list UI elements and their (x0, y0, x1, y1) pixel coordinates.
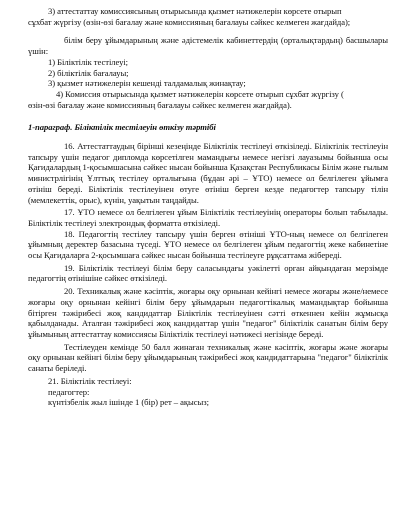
paragraph-18: 18. Педагогтің тестілеу тапсыру үшін берген өтініші ҰТО-ның немесе ол белгілеген ұйымның деректер базасына түседі. ҰТО немесе ол белгілеген ұйым педагогтің жеке кабинетіне осы Қағидаларға 2-қосымшаға сәйкес нысан бойынша тестілеуге рұқсаттама жібереді. (28, 228, 388, 261)
list-item-2: 2) біліктілік бағалауы; (48, 67, 129, 78)
paragraph-20: 20. Техникалық және кәсіптік, жоғары оқу орнынан кейінгі немесе жоғары және/немесе жоғары оқу орнынан кейінгі білім беру ұйымдарын педагогтікалық мамандықтар бойынша бітірген тәжірибесі жоқ кандидаттар Біліктілік тестілеуінен сәтті өткеннен кейін жұмысқа қабылданады. Аталған тәжірибесі жоқ кандидаттар үшін "педагог" біліктілік санатын білім беру ұйымының аттестаттау комиссиясы Біліктілік тестілеуі нәтижесі негізінде береді. (28, 286, 388, 339)
paragraph-21: 21. Біліктілік тестілеуі: (48, 375, 132, 386)
section-heading: 1-параграф. Біліктілік тестілеуін өткізу тәртібі (28, 122, 216, 133)
paragraph-managers: білім беру ұйымдарының және әдістемелік кабинеттердің (орталықтардың) басшылары үшін: (28, 35, 388, 57)
paragraph-3-rest: сұхбат жүргізу (өзін-өзі бағалау және комиссияның бағалауы сәйкес келмеген жағдайда); (28, 16, 351, 27)
paragraph-21b: күнтізбелік жыл ішінде 1 (бір) рет – ақысыз; (48, 397, 209, 408)
paragraph-20b: Тестілеуден кемінде 50 балл жинаған техникалық және кәсіптік, жоғары және жоғары оқу орнынан кейінгі білім беру ұйымдарының тәжірибесі жоқ кандидаттарына "педагог" біліктілік санаты беріледі. (28, 341, 388, 374)
list-item-1: 1) Біліктілік тестілеуі; (48, 56, 129, 67)
paragraph-4-rest: өзін-өзі бағалау және комиссияның бағалауы сәйкес келмеген жағдайда). (28, 99, 292, 110)
paragraph-19: 19. Біліктілік тестілеуі білім беру саласындағы уәкілетті орган айқындаған мерзімде педагогтің өтінішіне сәйкес өткізіледі. (28, 262, 388, 284)
list-item-3: 3) қызмет нәтижелерін кешенді талдамалық жинақтау; (48, 78, 246, 89)
paragraph-16: 16. Аттестаттаудың бірінші кезеңінде Біліктілік тестілеуі өткізіледі. Біліктілік тестілеуін тапсыру үшін педагог дипломда көрсетілген мамандығы немесе негізгі лауазымы бойынша осы Қағидалардың 1-қосымшасына сәйкес нысан бойынша Қазақстан Республикасы Білім және ғылым министрлігінің Ұлттық тестілеу орталығына (бұдан әрі – ҰТО) немесе ол белгілеген ұйымға өтініш береді. Біліктілік тестілеуінен өтуге өтініш берген кезде педагогтер тапсыру тілін (мемлекеттік, орыс), күнін, уақытын таңдайды. (28, 141, 388, 205)
paragraph-3-line1: 3) аттестаттау комиссиясының отырысында қызмет нәтижелерін көрсете отырып (48, 6, 342, 16)
paragraph-4-line1: 4) Комиссия отырысында қызмет нәтижелерін көрсете отырып сұхбат жүргізу ( (56, 88, 344, 99)
paragraph-17: 17. ҰТО немесе ол белгілеген ұйым Біліктілік тестілеуінің операторы болып табылады. Біліктілік тестілеуі электрондық форматта өткізіледі. (28, 207, 388, 228)
paragraph-21a: педагогтер: (48, 386, 90, 397)
